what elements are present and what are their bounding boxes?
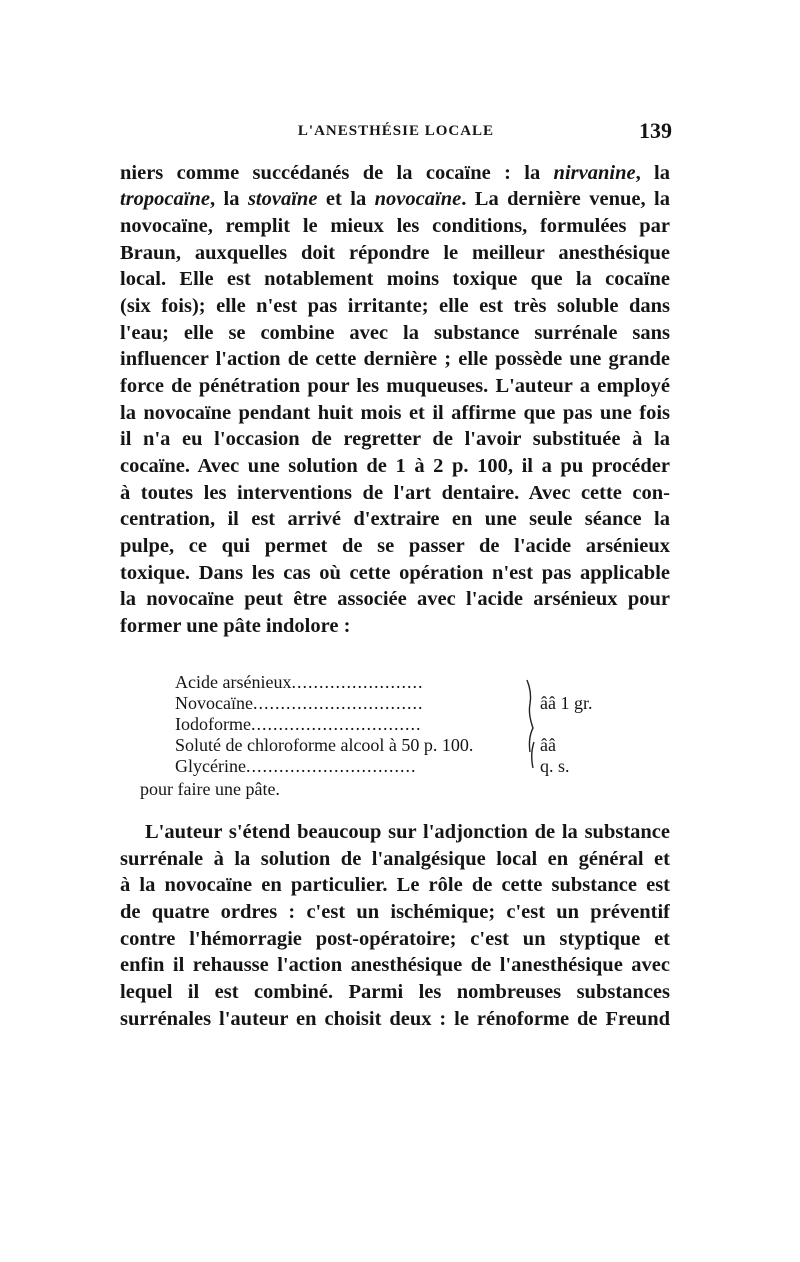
- brace-shape: [524, 672, 538, 778]
- text-line: à toutes les interventions de l'art dentaire. Avec cette con-: [120, 482, 670, 504]
- text-line: à la novocaïne en particulier. Le rôle de cette substance est: [120, 874, 670, 896]
- text-line: niers comme succédanés de la cocaïne : la nirvanine, la: [120, 162, 670, 184]
- dose-label: ââ 1 gr.: [540, 693, 593, 713]
- ingredient-line: Soluté de chloroforme alcool à 50 p. 100.: [175, 735, 474, 755]
- text-line: influencer l'action de cette dernière ; elle possède une grande: [120, 348, 670, 370]
- ingredient-line: Iodoforme...............................: [175, 714, 422, 734]
- text-line: centration, il est arrivé d'extraire en une seule séance la: [120, 508, 670, 530]
- text-line: cocaïne. Avec une solution de 1 à 2 p. 100, il a pu procéder: [120, 455, 670, 477]
- text-line: contre l'hémorragie post-opératoire; c'est un styptique et: [120, 928, 670, 950]
- text-line: pulpe, ce qui permet de se passer de l'acide arsénieux: [120, 535, 670, 557]
- text-line: lequel il est combiné. Parmi les nombreuses substances: [120, 981, 670, 1003]
- text-line: local. Elle est notablement moins toxique que la cocaïne: [120, 268, 670, 290]
- text-line: la novocaïne peut être associée avec l'acide arsénieux pour: [120, 588, 670, 610]
- ingredient-line: Acide arsénieux........................: [175, 672, 424, 692]
- ingredient-line: Glycérine...............................: [175, 756, 417, 776]
- dose-label: q. s.: [540, 756, 570, 776]
- formula-suffix: pour faire une pâte.: [140, 779, 280, 799]
- running-head: L'ANESTHÉSIE LOCALE: [297, 123, 495, 139]
- text-line: force de pénétration pour les muqueuses. L'auteur a employé: [120, 375, 670, 397]
- text-line: de quatre ordres : c'est un ischémique; c'est un préventif: [120, 901, 670, 923]
- text-line: former une pâte indolore :: [120, 615, 351, 637]
- dose-label: ââ: [540, 735, 556, 755]
- text-line: la novocaïne pendant huit mois et il affirme que pas une fois: [120, 402, 670, 424]
- text-line: L'auteur s'étend beaucoup sur l'adjonction de la substance: [145, 821, 670, 843]
- text-line: Braun, auxquelles doit répondre le meilleur anesthésique: [120, 242, 670, 264]
- page-header: [120, 118, 672, 148]
- page-number: 139: [639, 118, 672, 143]
- text-line: il n'a eu l'occasion de regretter de l'avoir substituée à la: [120, 428, 670, 450]
- text-line: (six fois); elle n'est pas irritante; elle est très soluble dans: [120, 295, 670, 317]
- text-line: surrénale à la solution de l'analgésique local en général et: [120, 848, 670, 870]
- text-line: enfin il rehausse l'action anesthésique de l'anesthésique avec: [120, 954, 670, 976]
- text-line: toxique. Dans les cas où cette opération n'est pas applicable: [120, 562, 670, 584]
- text-line: surrénales l'auteur en choisit deux : le rénoforme de Freund: [120, 1008, 670, 1030]
- text-line: tropocaïne, la stovaïne et la novocaïne. La dernière venue, la: [120, 188, 670, 210]
- text-line: novocaïne, remplit le mieux les conditions, formulées par: [120, 215, 670, 237]
- ingredient-line: Novocaïne...............................: [175, 693, 424, 713]
- text-line: l'eau; elle se combine avec la substance surrénale sans: [120, 322, 670, 344]
